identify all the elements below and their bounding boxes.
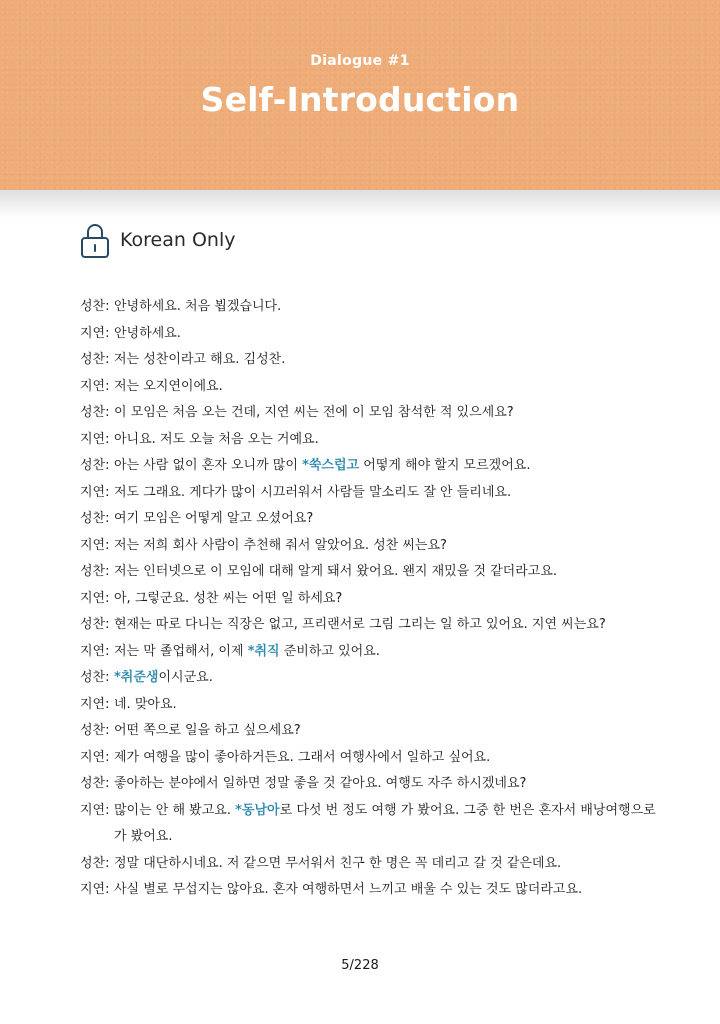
speaker-name: 성찬: — [80, 511, 110, 526]
dialogue-line — [80, 877, 660, 904]
dialogue-line — [80, 453, 660, 480]
text-segment: 현재는 따로 다니는 직장은 없고, 프리랜서로 그림 그리는 일 하고 있어요. 지연 씨는요? — [114, 617, 606, 632]
text-segment: 좋아하는 분야에서 일하면 정말 좋을 것 같아요. 여행도 자주 하시겠네요? — [114, 776, 527, 791]
text-segment: 이시군요. — [158, 670, 213, 685]
dialogue-text — [114, 586, 660, 613]
text-segment: 아니요. 저도 오늘 처음 오는 거예요. — [114, 431, 319, 447]
text-segment: 저는 성찬이라고 해요. 김성찬. — [114, 352, 286, 367]
dialogue-text — [114, 559, 660, 586]
speaker-name: 지연: — [80, 325, 110, 341]
dialogue-number: Dialogue #1 — [310, 53, 410, 69]
dialogue-line — [80, 718, 660, 745]
dialogue-text — [114, 798, 660, 851]
text-segment: 어떻게 해야 할지 모르겠어요. — [359, 458, 531, 473]
dialogue-line — [80, 798, 660, 851]
text-segment: 저는 인터넷으로 이 모임에 대해 알게 돼서 왔어요. 왠지 재밌을 것 같더라고요. — [114, 564, 558, 579]
dialogue-line — [80, 480, 660, 507]
chapter-header — [0, 0, 720, 190]
speaker-name: 성찬: — [80, 670, 110, 685]
page-title: Self-Introduction — [200, 80, 520, 119]
text-segment: 사실 별로 무섭지는 않아요. 혼자 여행하면서 느끼고 배울 수 있는 것도 많더라고요. — [114, 882, 583, 897]
speaker-name: 성찬: — [80, 617, 110, 632]
dialogue-list — [80, 294, 660, 904]
dialogue-text — [114, 453, 660, 480]
dialogue-text — [114, 771, 660, 798]
header-shadow — [0, 190, 720, 218]
speaker-name: 지연: — [80, 802, 110, 818]
text-segment: 어떤 쪽으로 일을 하고 싶으세요? — [114, 723, 301, 738]
text-segment: 아, 그렇군요. 성찬 씨는 어떤 일 하세요? — [114, 590, 343, 606]
speaker-name: 지연: — [80, 431, 110, 447]
speaker-name: 지연: — [80, 537, 110, 553]
text-segment: 저는 막 졸업해서, 이제 — [114, 643, 248, 659]
speaker-name: 성찬: — [80, 352, 110, 367]
speaker-name: 지연: — [80, 484, 110, 500]
dialogue-text — [114, 639, 660, 666]
dialogue-line — [80, 771, 660, 798]
dialogue-text — [114, 427, 660, 454]
dialogue-line — [80, 745, 660, 772]
section-heading — [80, 220, 235, 260]
dialogue-line — [80, 665, 660, 692]
dialogue-line — [80, 851, 660, 878]
dialogue-line — [80, 374, 660, 401]
page-number: 5/228 — [341, 958, 379, 973]
dialogue-line — [80, 427, 660, 454]
text-segment: 정말 대단하시네요. 저 같으면 무서워서 친구 한 명은 꼭 데리고 갈 것 같은데요. — [114, 855, 562, 871]
dialogue-line — [80, 559, 660, 586]
speaker-name: 지연: — [80, 643, 110, 659]
speaker-name: 지연: — [80, 882, 110, 897]
dialogue-text — [114, 877, 660, 904]
dialogue-line — [80, 692, 660, 719]
dialogue-line — [80, 321, 660, 348]
text-segment: 많이는 안 해 봤고요. — [114, 802, 236, 818]
text-segment: 안녕하세요. — [114, 325, 181, 341]
dialogue-text — [114, 480, 660, 507]
dialogue-line — [80, 639, 660, 666]
dialogue-text — [114, 347, 660, 374]
dialogue-line — [80, 347, 660, 374]
dialogue-text — [114, 506, 660, 533]
dialogue-text — [114, 374, 660, 401]
text-segment: 저도 그래요. 게다가 많이 시끄러워서 사람들 말소리도 잘 안 들리네요. — [114, 484, 512, 500]
speaker-name: 성찬: — [80, 564, 110, 579]
dialogue-text — [114, 294, 660, 321]
speaker-name: 지연: — [80, 590, 110, 606]
dialogue-line — [80, 506, 660, 533]
speaker-name: 성찬: — [80, 776, 110, 791]
speaker-name: 성찬: — [80, 723, 110, 738]
dialogue-line — [80, 294, 660, 321]
lock-icon — [80, 221, 110, 259]
text-segment: 제가 여행을 많이 좋아하거든요. 그래서 여행사에서 일하고 싶어요. — [114, 749, 491, 765]
speaker-name: 성찬: — [80, 299, 110, 314]
dialogue-text — [114, 745, 660, 772]
dialogue-text — [114, 665, 660, 692]
dialogue-text — [114, 612, 660, 639]
text-segment: 안녕하세요. 처음 뵙겠습니다. — [114, 299, 282, 314]
dialogue-text — [114, 321, 660, 348]
text-segment: 이 모임은 처음 오는 건데, 지연 씨는 전에 이 모임 참석한 적 있으세요? — [114, 405, 514, 420]
dialogue-text — [114, 692, 660, 719]
text-segment: 아는 사람 없이 혼자 오니까 많이 — [114, 458, 303, 473]
dialogue-line — [80, 612, 660, 639]
speaker-name: 지연: — [80, 696, 110, 712]
dialogue-line — [80, 400, 660, 427]
speaker-name: 성찬: — [80, 855, 110, 871]
dialogue-line — [80, 586, 660, 613]
speaker-name: 성찬: — [80, 405, 110, 420]
text-segment: 여기 모임은 어떻게 알고 오셨어요? — [114, 511, 314, 526]
dialogue-text — [114, 718, 660, 745]
text-segment: 저는 오지연이에요. — [114, 378, 223, 394]
vocab-highlight: *쑥스럽고 — [302, 458, 360, 473]
speaker-name: 성찬: — [80, 458, 110, 473]
text-segment: 저는 저희 회사 사람이 추천해 줘서 알았어요. 성찬 씨는요? — [114, 537, 447, 553]
vocab-highlight: *취직 — [247, 643, 280, 659]
dialogue-text — [114, 851, 660, 878]
speaker-name: 지연: — [80, 378, 110, 394]
dialogue-text — [114, 533, 660, 560]
section-label: Korean Only — [120, 229, 236, 251]
text-segment: 네. 맞아요. — [114, 696, 177, 712]
speaker-name: 지연: — [80, 749, 110, 765]
text-segment: 로 다섯 번 정도 여행 가 봤어요. 그중 한 번은 혼자서 배낭여행으로 가 봤어요. — [114, 802, 656, 844]
dialogue-line — [80, 533, 660, 560]
vocab-highlight: *동남아 — [235, 802, 280, 818]
vocab-highlight: *취준생 — [114, 670, 159, 685]
dialogue-text — [114, 400, 660, 427]
text-segment: 준비하고 있어요. — [279, 643, 380, 659]
